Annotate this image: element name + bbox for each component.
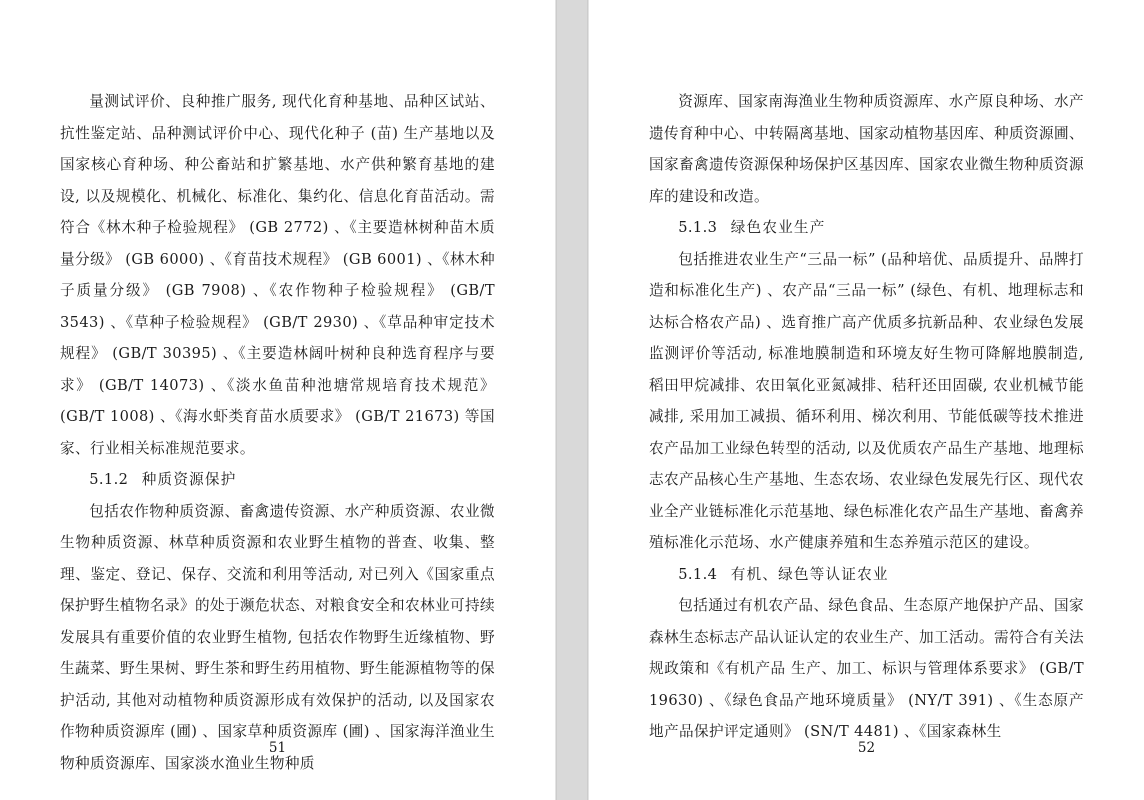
paragraph-continued: 资源库、国家南海渔业生物种质资源库、水产原良种场、水产遗传育种中心、中转隔离基地、国家动植物基因库、种质资源圃、国家畜禽遗传资源保种场保护区基因库、国家农业微生物种质资源库的建设和改造。 <box>649 93 1084 205</box>
page-right <box>588 0 1144 800</box>
section-title: 有机、绿色等认证农业 <box>730 565 889 583</box>
page-number-left: 51 <box>268 740 287 756</box>
section-heading-5-1-3 <box>649 212 1084 244</box>
paragraph: 包括推进农业生产“三品一标” (品种培优、品质提升、品牌打造和标准化生产) 、农产品“三品一标” (绿色、有机、地理标志和达标合格农产品) 、选育推广高产优质多抗新品种、农业绿色发展监测评价等活动, 标准地膜制造和环境友好生物可降解地膜制造, 稻田甲烷减排、农田氧化亚氮减排、秸秆还田固碳, 农业机械节能减排, 采用加工减损、循环利用、梯次利用、节能低碳等技术推进农产品加工业绿色转型的活动, 以及优质农产品生产基地、地理标志农产品核心生产基地、生态农场、农业绿色发展先行区、现代农业全产业链标准化示范基地、绿色标准化农产品生产基地、畜禽养殖标准化示范场、水产健康养殖和生态养殖示范区的建设。 <box>649 250 1084 551</box>
paragraph: 包括通过有机农产品、绿色食品、生态原产地保护产品、国家森林生态标志产品认证认定的农业生产、加工活动。需符合有关法规政策和《有机产品 生产、加工、标识与管理体系要求》 (GB/T 19630) 、《绿色食品产地环境质量》 (NY/T 391) 、《生态原产地产品保护评定通则》 (SN/T 4481) 、《国家森林生 <box>649 597 1084 740</box>
section-number: 5.1.2 <box>89 471 129 488</box>
page-number-right: 52 <box>857 740 876 756</box>
page-right-body <box>649 86 1084 748</box>
section-heading-5-1-2 <box>60 464 495 496</box>
section-number: 5.1.4 <box>678 565 718 583</box>
section-number: 5.1.3 <box>678 219 718 236</box>
paragraph-continued: 量测试评价、良种推广服务, 现代化育种基地、品种区试站、抗性鉴定站、品种测试评价中心、现代化种子 (苗) 生产基地以及国家核心育种场、种公畜站和扩繁基地、水产供种繁育基地的建设, 以及规模化、机械化、标准化、集约化、信息化育苗活动。需符合《林木种子检验规程》 (GB 2772) 、《主要造林树种苗木质量分级》 (GB 6000) 、《育苗技术规程》 (GB 6001) 、《林木种子质量分级》 (GB 7908) 、《农作物种子检验规程》 (GB/T 3543) 、《草种子检验规程》 (GB/T 2930) 、《草品种审定技术规程》 (GB/T 30395) 、《主要造林阔叶树种良种选育程序与要求》 (GB/T 14073) 、《淡水鱼苗种池塘常规培育技术规范》 (GB/T 1008) 、《海水虾类育苗水质要求》 (GB/T 21673) 等国家、行业相关标准规范要求。 <box>60 93 495 457</box>
paragraph: 包括农作物种质资源、畜禽遗传资源、水产种质资源、农业微生物种质资源、林草种质资源和农业野生植物的普查、收集、整理、鉴定、登记、保存、交流和利用等活动, 对已列入《国家重点保护野生植物名录》的处于濒危状态、对粮食安全和农林业可持续发展具有重要价值的农业野生植物, 包括农作物野生近缘植物、野生蔬菜、野生果树、野生茶和野生药用植物、野生能源植物等的保护活动, 其他对动植物种质资源形成有效保护的活动, 以及国家农作物种质资源库 (圃) 、国家草种质资源库 (圃) 、国家海洋渔业生物种质资源库、国家淡水渔业生物种质 <box>60 502 495 772</box>
section-title: 绿色农业生产 <box>730 219 826 236</box>
section-title: 种质资源保护 <box>141 471 237 488</box>
page-left <box>0 0 556 800</box>
page-left-body <box>60 86 495 779</box>
section-heading-5-1-4 <box>649 559 1084 591</box>
